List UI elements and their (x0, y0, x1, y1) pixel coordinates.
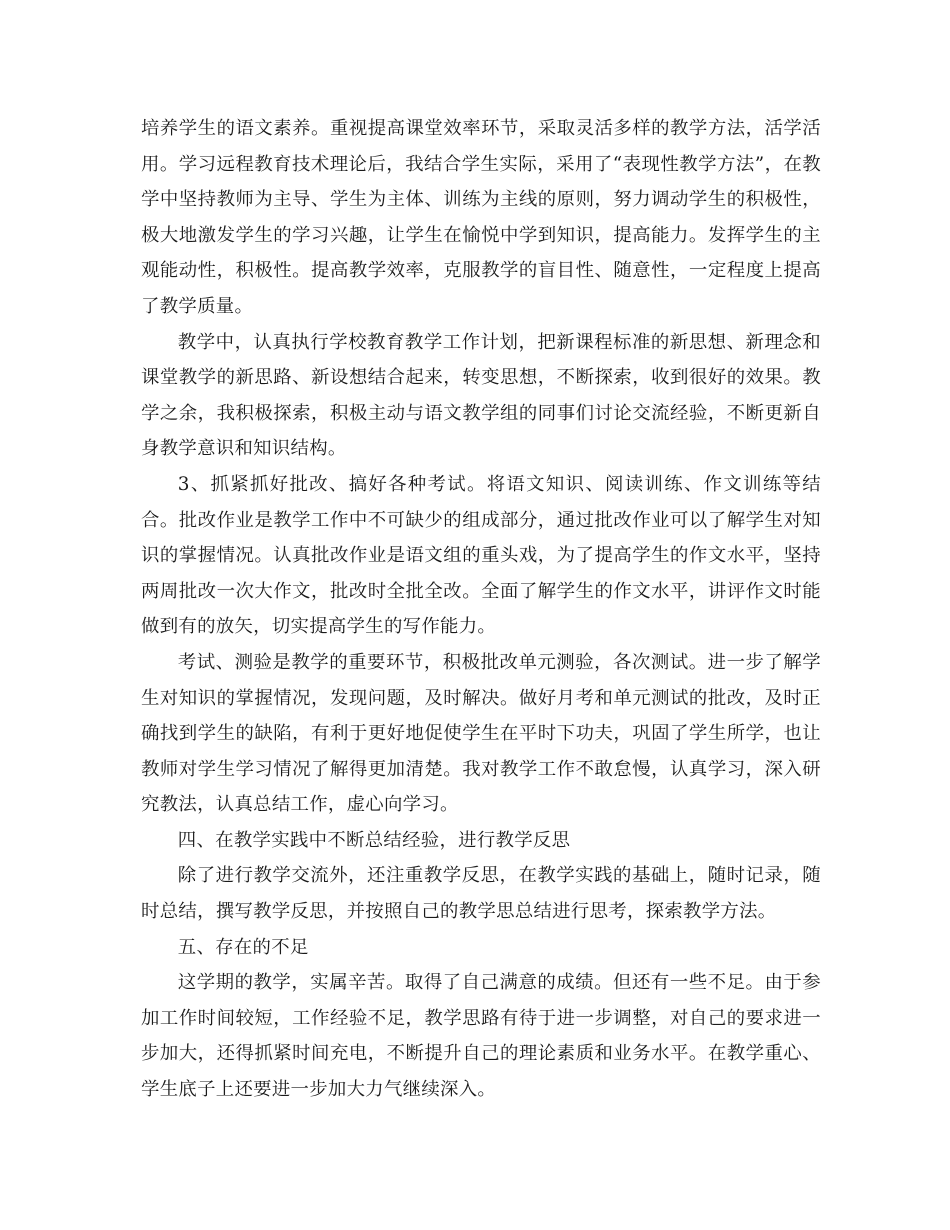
heading-reflection: 四、在教学实践中不断总结经验，进行教学反思 (177, 829, 571, 851)
paragraph-grading-exams: 3、抓紧抓好批改、搞好各种考试。将语文知识、阅读训练、作文训练等结合。批改作业是教学工作中不可缺少的组成部分，通过批改作业可以了解学生对知识的掌握情况。认真批改作业是语文组的重头戏，为了提高学生的作文水平，坚持两周批改一次大作文，批改时全批全改。全面了解学生的作文水平，讲评作文时能做到有的放矢，切实提高学生的写作能力。 (141, 473, 821, 638)
paragraph-intro-continued: 培养学生的语文素养。重视提高课堂效率环节，采取灵活多样的教学方法，活学活用。学习远程教育技术理论后，我结合学生实际，采用了“表现性教学方法”，在教学中坚持教师为主导、学生为主体、训练为主线的原则，努力调动学生的积极性，极大地激发学生的学习兴趣，让学生在愉悦中学到知识，提高能力。发挥学生的主观能动性，积极性。提高教学效率，克服教学的盲目性、随意性，一定程度上提高了教学质量。 (141, 118, 821, 317)
paragraph-tests: 考试、测验是教学的重要环节，积极批改单元测验，各次测试。进一步了解学生对知识的掌握情况，发现问题，及时解决。做好月考和单元测试的批改，及时正确找到学生的缺陷，有利于更好地促使学生在平时下功夫，巩固了学生所学，也让教师对学生学习情况了解得更加清楚。我对教学工作不敢怠慢，认真学习，深入研究教法，认真总结工作，虚心向学习。 (141, 651, 821, 816)
paragraph-reflection: 除了进行教学交流外，还注重教学反思，在教学实践的基础上，随时记录，随时总结，撰写教学反思，并按照自己的教学思总结进行思考，探索教学方法。 (141, 865, 821, 923)
heading-shortcomings: 五、存在的不足 (177, 936, 309, 958)
paragraph-shortcomings: 这学期的教学，实属辛苦。取得了自己满意的成绩。但还有一些不足。由于参加工作时间较短，工作经验不足，教学思路有待于进一步调整，对自己的要求进一步加大，还得抓紧时间充电，不断提升自己的理论素质和业务水平。在教学重心、学生底子上还要进一步加大力气继续深入。 (141, 972, 821, 1101)
paragraph-teaching-plan: 教学中，认真执行学校教育教学工作计划，把新课程标准的新思想、新理念和课堂教学的新思路、新设想结合起来，转变思想，不断探索，收到很好的效果。教学之余，我积极探索，积极主动与语文教学组的同事们讨论交流经验，不断更新自身教学意识和知识结构。 (141, 331, 821, 460)
document-body (141, 111, 821, 1108)
